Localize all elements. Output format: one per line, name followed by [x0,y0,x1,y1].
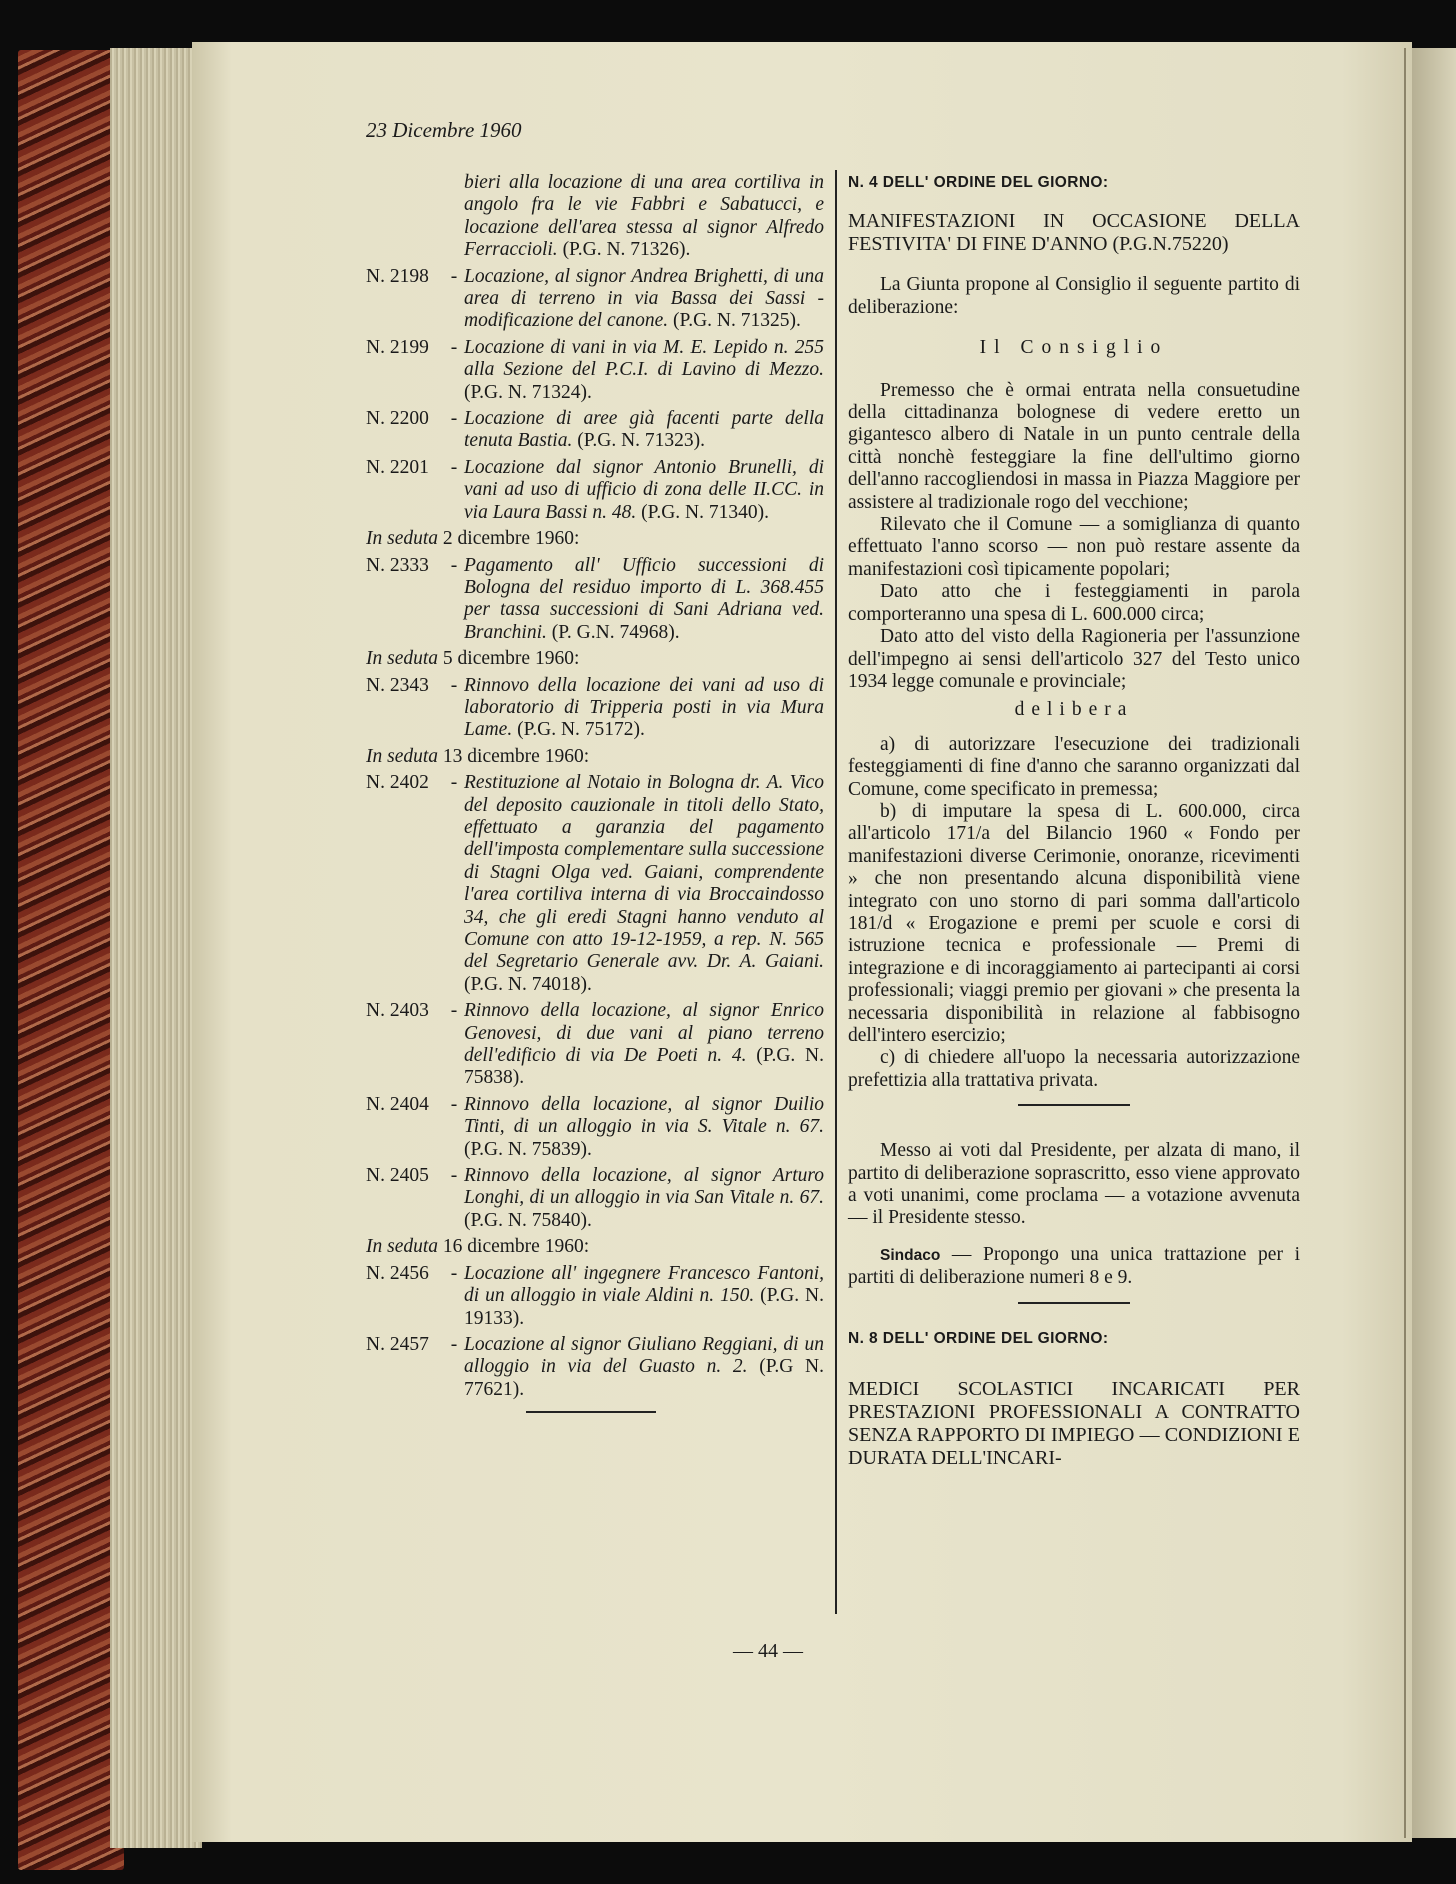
book-cover-edge [18,50,124,1870]
list-item: N. 2457 - Locazione al signor Giuliano Reggiani, di un alloggio in via del Guasto n. 2. (P.G N. 77621). [366,1333,824,1400]
point-b: b) di imputare la spesa di L. 600.000, circa all'articolo 171/a del Bilancio 1960 « Fondo per manifestazioni diverse Cerimonie, onoranze, ricevimenti » che non presentando alcuna disponibilità viene integrato con uno storno di pari somma dall'articolo 181/d « Erogazione e premi per scuole e corsi di istruzione tecnica e professionale — Premi di integrazione e di incoraggiamento ai partecipanti ai corsi professionali; viaggi premio per giovani » che presenta la necessaria disponibilità in relazione al fabbisogno dell'intero esercizio; [848,800,1300,1046]
divider [1018,1302,1130,1304]
running-head: 23 Dicembre 1960 [366,118,522,142]
page-number: — 44 — [733,1640,803,1662]
paragraph: Rilevato che il Comune — a somiglianza di quanto effettuato l'anno scorso — non può restare assente da manifestazioni così tipicamente popolari; [848,514,1300,580]
list-item: N. 2201 - Locazione dal signor Antonio Brunelli, di vani ad uso di ufficio di zona delle II.CC. in via Laura Bassi n. 48. (P.G. N. 71340). [366,456,824,523]
list-item: N. 2200 - Locazione di aree già facenti parte della tenuta Bastia. (P.G. N. 71323). [366,408,824,452]
point-a: a) di autorizzare l'esecuzione dei tradizionali festeggiamenti di fine d'anno che saranno organizzati dal Comune, come specificato in premessa; [848,733,1300,800]
list-item: N. 2404 - Rinnovo della locazione, al signor Duilio Tinti, di un alloggio in via S. Vitale n. 67. (P.G. N. 75839). [366,1093,824,1160]
list-item: N. 2402 - Restituzione al Notaio in Bologna dr. A. Vico del deposito cauzionale in titoli dello Stato, effettuato a garanzia del pagamento dell'imposta complementare sulla successione di Stagni Olga ved. Gaiani, comprendente l'area cortiliva interna di via Broccaindosso 34, che gli eredi Stagni hanno venduto al Comune con atto 19-12-1959, a rep. N. 565 del Segretario Generale avv. Dr. A. Gaiani. (P.G. N. 74018). [366,772,824,995]
list-item: N. 2343 - Rinnovo della locazione dei vani ad uso di laboratorio di Tripperia posti in via Mura Lame. (P.G. N. 75172). [366,674,824,741]
left-column [366,172,824,1413]
vote-paragraph: Messo ai voti dal Presidente, per alzata di mano, il partito di deliberazione soprascritto, esso viene approvato a voti unanimi, come proclama — a votazione avvenuta — il Presidente stesso. [848,1140,1300,1229]
agenda-heading: N. 8 DELL' ORDINE DEL GIORNO: [848,1329,1109,1347]
paragraph: Dato atto del visto della Ragioneria per l'assunzione dell'impegno ai sensi dell'articolo 327 del Testo unico 1934 legge comunale e provinciale; [848,626,1300,692]
sindaco-paragraph: Sindaco — Propongo una unica trattazione per i partiti di deliberazione numeri 8 e 9. [848,1243,1300,1289]
right-column [848,172,1300,1488]
list-item: N. 2405 - Rinnovo della locazione, al signor Arturo Longhi, di un alloggio in via San Vitale n. 67. (P.G. N. 75840). [366,1165,824,1231]
paragraph: Dato atto che i festeggiamenti in parola comporteranno una spesa di L. 600.000 circa; [848,581,1300,625]
list-item: N. 2403 - Rinnovo della locazione, al signor Enrico Genovesi, di due vani al piano terreno dell'edificio di via De Poeti n. 4. (P.G. N. 75838). [366,1000,824,1089]
session-heading: In seduta 5 dicembre 1960: [366,648,580,670]
list-item: N. 2198 - Locazione, al signor Andrea Brighetti, di una area di terreno in via Bassa dei Sassi - modificazione del canone. (P.G. N. 71325). [366,265,824,332]
divider [526,1411,656,1413]
delibera-heading: delibera [1014,699,1134,721]
section-title: MANIFESTAZIONI IN OCCASIONE DELLA FESTIVITA' DI FINE D'ANNO (P.G.N.75220) [848,210,1300,256]
session-heading: In seduta 13 dicembre 1960: [366,745,590,767]
paragraph: Premesso che è ormai entrata nella consuetudine della cittadinanza bolognese di vedere eretto un gigantesco albero di Natale in un punto centrale della città nonchè festeggiare la fine dell'ultimo giorno dell'anno raccogliendosi in massa in Piazza Maggiore per assistere al tradizionale rogo del vecchione; [848,379,1300,513]
continuation-entry: bieri alla locazione di una area cortiliva in angolo fra le vie Fabbri e Sabatucci, e locazione dell'area stessa al signor Alfredo Ferraccioli. (P.G. N. 71326). [464,172,824,261]
next-page-edge [1408,48,1456,1838]
point-c: c) di chiedere all'uopo la necessaria autorizzazione prefettizia alla trattativa privata. [848,1047,1300,1091]
intro-paragraph: La Giunta propone al Consiglio il seguente partito di deliberazione: [848,274,1300,318]
council-heading: Il Consiglio [979,337,1169,359]
list-item: N. 2456 - Locazione all' ingegnere Francesco Fantoni, di un alloggio in viale Aldini n. 150. (P.G. N. 19133). [366,1262,825,1329]
list-item: N. 2199 - Locazione di vani in via M. E. Lepido n. 255 alla Sezione del P.C.I. di Lavino di Mezzo. (P.G. N. 71324). [366,336,824,403]
column-divider [835,170,837,1614]
section-title: MEDICI SCOLASTICI INCARICATI PER PRESTAZIONI PROFESSIONALI A CONTRATTO SENZA RAPPORTO DI IMPIEGO — CONDIZIONI E DURATA DELL'INCARI- [848,1378,1300,1470]
page-stack-edges [110,48,202,1848]
session-heading: In seduta 2 dicembre 1960: [366,528,580,550]
entries-group-a [366,266,824,524]
list-item: N. 2333 - Pagamento all' Ufficio successioni di Bologna del residuo importo di L. 368.455 per tassa successioni di Sani Adriana ved. Branchini. (P. G.N. 74968). [366,554,824,643]
divider [1018,1104,1130,1106]
session-heading: In seduta 16 dicembre 1960: [366,1236,590,1258]
page-gutter [1404,48,1406,1838]
agenda-heading: N. 4 DELL' ORDINE DEL GIORNO: [848,174,1109,191]
